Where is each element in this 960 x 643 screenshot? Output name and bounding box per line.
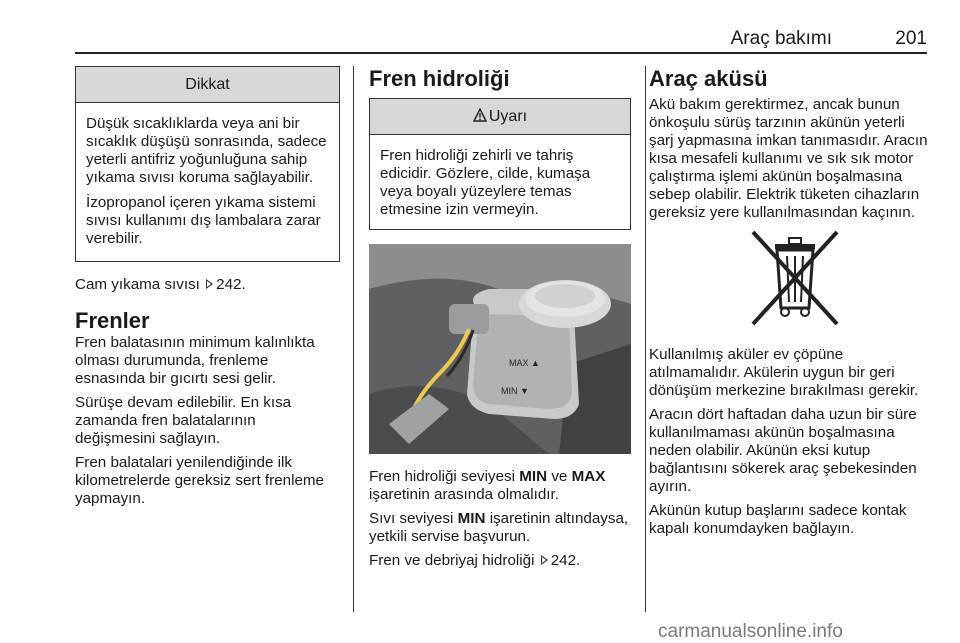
column-left [75,66,340,514]
page-header [75,28,927,50]
crossed-out-bin-icon [745,228,845,330]
battery-heading: Araç aküsü [649,66,768,91]
brake-fluid-level-paragraph: Fren hidroliği seviyesi MIN ve MAX işaretinin arasında olmalıdır. [369,468,606,503]
column-divider-left [353,66,354,612]
page-number: 201 [895,28,927,49]
page-reference-icon [206,279,213,289]
brake-fluid-reservoir-photo [369,244,631,454]
column-divider-right [645,66,646,612]
brakes-paragraph-2: Sürüşe devam edilebilir. En kısa zamanda fren balatalarının değişmesini sağlayın. [75,394,292,447]
warning-title: Uyarı [488,108,528,125]
battery-paragraph-2: Kullanılmış aküler ev çöpüne atılmamalıdır. Akülerin uygun bir geri dönüşüm merkezine bırakılması gerekir. [649,346,919,399]
warning-header [370,99,630,135]
caution-box [75,66,340,262]
photo-max-label: MAX ▲ [509,358,540,368]
warning-box [369,98,631,230]
warning-triangle-icon [473,108,487,122]
brakes-heading: Frenler [75,308,150,333]
column-middle [369,66,631,576]
washer-fluid-reference: Cam yıkama sıvısı 242. [75,276,246,293]
caution-paragraph-2: İzopropanol içeren yıkama sistemi sıvısı kullanımı dış lambalara zarar verebilir. [86,194,321,247]
brakes-paragraph-3: Fren balatalari yenilendiğinde ilk kilometrelerde gereksiz sert frenleme yapmayın. [75,454,324,507]
battery-paragraph-3: Aracın dört haftadan daha uzun bir süre kullanılmaması akünün boşalmasına neden olabilir. Akünün eksi kutup bağlantısını sökerek araç şebekesinden ayırın. [649,406,917,495]
page-reference-icon [541,555,548,565]
watermark: carmanualsonline.info [658,621,843,642]
section-title: Araç bakımı [730,28,832,49]
brakes-paragraph-1: Fren balatasının minimum kalınlıkta olması durumunda, frenleme esnasında bir gıcırtı sesi gelir. [75,334,315,387]
reservoir-illustration [369,244,631,454]
caution-title: Dikkat [76,67,339,103]
header-rule [75,52,927,54]
column-right [649,66,929,544]
brake-fluid-min-paragraph: Sıvı seviyesi MIN işaretinin altındaysa, yetkili servise başvurun. [369,510,629,545]
battery-paragraph-4: Akünün kutup başlarını sadece kontak kapalı konumdayken bağlayın. [649,502,907,537]
brake-fluid-ref-link[interactable]: 242. [550,552,581,569]
caution-paragraph-1: Düşük sıcaklıklarda veya ani bir sıcaklık düşüşü sonrasında, sadece yeterli antifriz yoğunluğuna sahip yıkama sıvısı koruma sağlayabilir. [86,115,327,186]
washer-fluid-ref-link[interactable]: 242. [216,276,246,293]
photo-min-label: MIN ▼ [501,386,529,396]
warning-text: Fren hidroliği zehirli ve tahriş edicidir. Gözlere, cilde, kumaşa veya boyalı yüzeylere temas etmesine izin vermeyin. [380,147,591,218]
brake-clutch-fluid-reference: Fren ve debriyaj hidroliği 242. [369,552,581,569]
battery-paragraph-1: Akü bakım gerektirmez, ancak bunun önkoşulu sürüş tarzının akünün yeterli şarj yapmasına imkan tanımasıdır. Aracın kısa mesafeli kullanımı ve sık sık motor çalıştırma işlemi akünün boşalmasına sebep olabilir. Elektrik tüketen cihazların gereksiz yere kullanılmasından kaçının. [649,96,928,221]
brake-fluid-heading: Fren hidroliği [369,66,510,91]
